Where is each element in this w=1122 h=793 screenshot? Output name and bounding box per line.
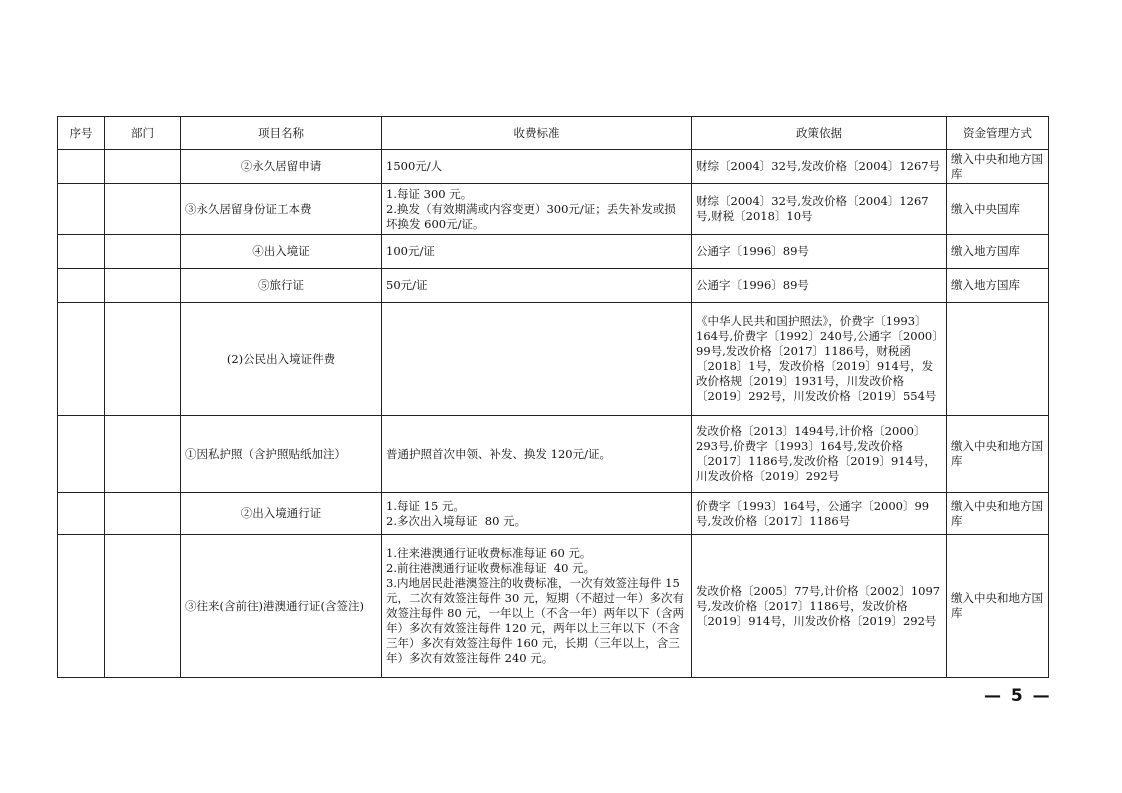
table-row: [58, 535, 1049, 678]
index-cell: [58, 535, 105, 678]
item-name-cell: ⑤旅行证: [181, 269, 382, 303]
policy-basis-cell: 《中华人民共和国护照法》，价费字〔1993〕164号,价费字〔1992〕240号,公通字〔2000〕99号,发改价格〔2017〕1186号，财税函〔2018〕1号，发改价格〔2019〕914号，发改价格规〔2019〕1931号，川发改价格〔2019〕292号，川发改价格〔2019〕554号: [692, 303, 947, 416]
department-cell: [105, 535, 181, 678]
fund-management-cell: 缴入中央和地方国库: [947, 535, 1049, 678]
index-cell: [58, 416, 105, 493]
policy-basis-cell: 财综〔2004〕32号,发改价格〔2004〕1267号: [692, 150, 947, 184]
fee-line: 2.前往港澳通行证收费标准每证 40 元。: [386, 561, 596, 575]
department-cell: [105, 235, 181, 269]
table-row: [58, 493, 1049, 535]
fund-management-cell: 缴入中央国库: [947, 184, 1049, 235]
policy-basis-cell: 财综〔2004〕32号,发改价格〔2004〕1267号,财税〔2018〕10号: [692, 184, 947, 235]
item-name-cell: (2)公民出入境证件费: [181, 303, 382, 416]
fund-management-cell: 缴入中央和地方国库: [947, 416, 1049, 493]
fund-management-cell: 缴入地方国库: [947, 269, 1049, 303]
policy-basis-cell: 发改价格〔2005〕77号,计价格〔2002〕1097号,发改价格〔2017〕1186号，发改价格〔2019〕914号，川发改价格〔2019〕292号: [692, 535, 947, 678]
fund-management-cell: 缴入地方国库: [947, 235, 1049, 269]
fund-management-cell: 缴入中央和地方国库: [947, 493, 1049, 535]
header-policy-basis: 政策依据: [692, 117, 947, 150]
index-cell: [58, 235, 105, 269]
fee-line: 2.换发（有效期满或内容变更）300元/证；丢失补发或损坏换发 600元/证。: [386, 201, 676, 231]
fee-standard-cell: [382, 535, 692, 678]
department-cell: [105, 150, 181, 184]
header-fund-management: 资金管理方式: [947, 117, 1049, 150]
index-cell: [58, 303, 105, 416]
index-cell: [58, 493, 105, 535]
table-row: [58, 416, 1049, 493]
policy-basis-cell: 价费字〔1993〕164号，公通字〔2000〕99号,发改价格〔2017〕1186号: [692, 493, 947, 535]
item-name-cell: ②出入境通行证: [181, 493, 382, 535]
item-name-cell: ①因私护照（含护照贴纸加注）: [181, 416, 382, 493]
fee-standard-cell: [382, 184, 692, 235]
fee-standard-cell: [382, 416, 692, 493]
header-fee-standard: 收费标准: [382, 117, 692, 150]
table-row: [58, 303, 1049, 416]
table-row: [58, 150, 1049, 184]
fee-line: 2.多次出入境每证 80 元。: [386, 513, 527, 528]
fee-standard-cell: [382, 493, 692, 535]
department-cell: [105, 493, 181, 535]
fee-line: 1500元/人: [386, 159, 443, 173]
item-name-cell: ③永久居留身份证工本费: [181, 184, 382, 235]
fee-line: 50元/证: [386, 278, 428, 292]
fee-line: 普通护照首次申领、补发、换发 120元/证。: [386, 446, 611, 461]
fee-standard-cell: [382, 269, 692, 303]
fee-standard-cell: [382, 235, 692, 269]
fund-management-cell: 缴入中央和地方国库: [947, 150, 1049, 184]
fee-standard-cell: [382, 303, 692, 416]
policy-basis-cell: 公通字〔1996〕89号: [692, 269, 947, 303]
item-name-cell: ②永久居留申请: [181, 150, 382, 184]
fee-line: 3.内地居民赴港澳签注的收费标准，一次有效签注每件 15 元，二次有效签注每件 30 元，短期（不超过一年）多次有效签注每件 80 元，一年以上（不含一年）两年以下（含两年）多次有效签注每件 120 元，两年以上三年以下（不含三年）多次有效签注每件 160 元，长期（三年以上，含三年）多次有效签注每件 240 元。: [386, 576, 684, 665]
header-department: 部门: [105, 117, 181, 150]
page-number: — 5 —: [984, 686, 1052, 706]
item-name-cell: ④出入境证: [181, 235, 382, 269]
fund-management-cell: [947, 303, 1049, 416]
fee-standard-cell: [382, 150, 692, 184]
table-row: [58, 269, 1049, 303]
header-item-name: 项目名称: [181, 117, 382, 150]
department-cell: [105, 416, 181, 493]
header-index: 序号: [58, 117, 105, 150]
department-cell: [105, 269, 181, 303]
department-cell: [105, 303, 181, 416]
department-cell: [105, 184, 181, 235]
index-cell: [58, 184, 105, 235]
fee-line: 100元/证: [386, 244, 435, 258]
policy-basis-cell: 发改价格〔2013〕1494号,计价格〔2000〕293号,价费字〔1993〕164号,发改价格〔2017〕1186号,发改价格〔2019〕914号，川发改价格〔2019〕292号: [692, 416, 947, 493]
table-header-row: [58, 117, 1049, 150]
fee-line: 1.往来港澳通行证收费标准每证 60 元。: [386, 546, 592, 560]
item-name-cell: ③往来(含前往)港澳通行证(含签注): [181, 535, 382, 678]
policy-basis-cell: 公通字〔1996〕89号: [692, 235, 947, 269]
index-cell: [58, 150, 105, 184]
index-cell: [58, 269, 105, 303]
table-row: [58, 184, 1049, 235]
fee-table: [57, 116, 1049, 678]
table-row: [58, 235, 1049, 269]
fee-line: 1.每证 300 元。: [386, 186, 473, 201]
fee-line: 1.每证 15 元。: [386, 498, 465, 513]
